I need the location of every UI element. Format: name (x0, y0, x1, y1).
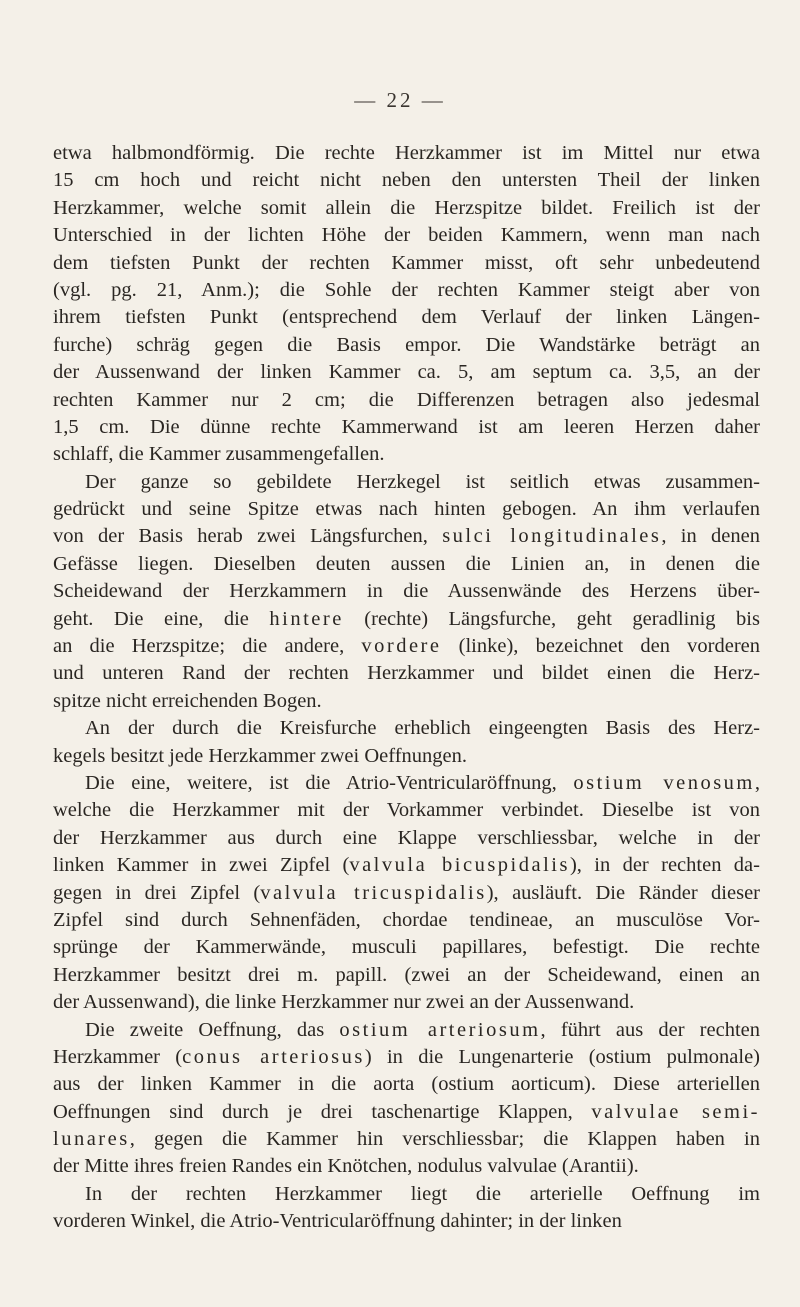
text-segment: rechten Kammer nur 2 cm; die Differenzen betragen also jedesmal (53, 388, 760, 411)
text-segment: (vgl. pg. 21, Anm.); die Sohle der rechten Kammer steigt aber von (53, 278, 760, 301)
emphasized-term: hintere (269, 607, 344, 630)
text-segment: Herzkammer besitzt drei m. papill. (zwei an der Scheidewand, einen an (53, 963, 760, 986)
text-segment: Zipfel sind durch Sehnenfäden, chordae tendineae, an musculöse Vor- (53, 908, 760, 931)
text-segment: gegen in drei Zipfel ( (53, 881, 261, 904)
text-line (53, 962, 760, 989)
text-segment: In der rechten Herzkammer liegt die arterielle Oeffnung im (85, 1182, 760, 1205)
text-line (53, 660, 760, 687)
text-line (53, 606, 760, 633)
text-segment: an die Herzspitze; die andere, (53, 635, 362, 658)
text-line (53, 797, 760, 824)
text-segment: ), ausläuft. Die Ränder dieser (486, 881, 761, 904)
text-line (53, 551, 760, 578)
text-segment: der Aussenwand der linken Kammer ca. 5, am septum ca. 3,5, an der (53, 361, 760, 384)
text-segment: dem tiefsten Punkt der rechten Kammer misst, oft sehr unbedeutend (53, 251, 760, 274)
text-segment: spitze nicht erreichenden Bogen. (53, 689, 322, 712)
text-line (53, 743, 760, 770)
text-line (53, 934, 760, 961)
text-line (53, 1099, 760, 1126)
text-segment: , führt aus der rechten (540, 1018, 761, 1041)
text-line (53, 167, 760, 194)
emphasized-term: conus arteriosus (182, 1045, 365, 1068)
text-segment: ), in der rechten da- (569, 854, 760, 877)
text-line (53, 387, 760, 414)
text-segment: furche) schräg gegen die Basis empor. Die Wandstärke beträgt an (53, 333, 760, 356)
text-line (53, 715, 760, 742)
text-line (53, 332, 760, 359)
text-segment: Die eine, weitere, ist die Atrio-Ventricularöffnung, (85, 771, 574, 794)
text-segment: ) in die Lungenarterie (ostium pulmonale) (364, 1045, 760, 1068)
text-segment: welche die Herzkammer mit der Vorkammer verbindet. Dieselbe ist von (53, 799, 760, 822)
text-segment: gedrückt und seine Spitze etwas nach hinten gebogen. An ihm verlaufen (53, 498, 760, 521)
text-line (53, 140, 760, 167)
text-line (53, 496, 760, 523)
text-line (53, 304, 760, 331)
text-segment: 1,5 cm. Die dünne rechte Kammerwand ist am leeren Herzen daher (53, 415, 760, 438)
text-line (53, 852, 760, 879)
text-line (53, 688, 760, 715)
page-number: — 22 — (354, 88, 446, 112)
text-segment: Oeffnungen sind durch je drei taschenartige Klappen, (53, 1100, 592, 1123)
text-line (53, 1044, 760, 1071)
text-segment: und unteren Rand der rechten Herzkammer und bildet einen die Herz- (53, 662, 760, 685)
text-segment: schlaff, die Kammer zusammengefallen. (53, 443, 385, 466)
emphasized-term: valvula bicuspidalis (349, 854, 570, 877)
text-segment: aus der linken Kammer in die aorta (ostium aorticum). Diese arteriellen (53, 1073, 760, 1096)
emphasized-term: valvula tricuspidalis (260, 881, 487, 904)
text-line (53, 1208, 760, 1235)
text-segment: etwa halbmondförmig. Die rechte Herzkammer ist im Mittel nur etwa (53, 142, 760, 164)
text-line (53, 825, 760, 852)
text-segment: der Herzkammer aus durch eine Klappe verschliessbar, welche in der (53, 826, 760, 849)
text-line (53, 880, 760, 907)
text-line (53, 441, 760, 468)
text-line (53, 1126, 760, 1153)
emphasized-term: vordere (361, 635, 442, 658)
text-segment: Herzkammer ( (53, 1045, 183, 1068)
text-segment: (rechte) Längsfurche, geht geradlinig bis (343, 607, 760, 630)
text-line (53, 250, 760, 277)
text-segment: Der ganze so gebildete Herzkegel ist seitlich etwas zusammen- (85, 470, 760, 493)
text-line (53, 633, 760, 660)
text-segment: 15 cm hoch und reicht nicht neben den untersten Theil der linken (53, 169, 760, 192)
emphasized-term: ostium arteriosum (339, 1018, 541, 1041)
text-line (53, 1181, 760, 1208)
text-line (53, 469, 760, 496)
text-line (53, 1017, 760, 1044)
text-line (53, 277, 760, 304)
text-line (53, 414, 760, 441)
text-segment: der Aussenwand), die linke Herzkammer nur zwei an der Aussenwand. (53, 991, 635, 1014)
text-segment: Herzkammer, welche somit allein die Herzspitze bildet. Freilich ist der (53, 196, 760, 219)
text-segment: Die zweite Oeffnung, das (85, 1018, 340, 1041)
emphasized-term: lunares (53, 1128, 130, 1151)
text-segment: der Mitte ihres freien Randes ein Knötchen, nodulus valvulae (Arantii). (53, 1155, 639, 1178)
text-line (53, 195, 760, 222)
text-segment: (linke), bezeichnet den vorderen (441, 635, 761, 658)
text-segment: vorderen Winkel, die Atrio-Ventricularöffnung dahinter; in der linken (53, 1210, 622, 1233)
text-line (53, 359, 760, 386)
text-line (53, 770, 760, 797)
text-segment: linken Kammer in zwei Zipfel ( (53, 854, 350, 877)
text-segment: Unterschied in der lichten Höhe der beiden Kammern, wenn man nach (53, 224, 760, 247)
text-segment: , in denen (661, 525, 760, 548)
text-segment: geht. Die eine, die (53, 607, 270, 630)
text-segment: , gegen die Kammer hin verschliessbar; die Klappen haben in (129, 1128, 760, 1151)
text-line (53, 1071, 760, 1098)
text-segment: kegels besitzt jede Herzkammer zwei Oeffnungen. (53, 744, 468, 767)
text-segment: sprünge der Kammerwände, musculi papillares, befestigt. Die rechte (53, 936, 760, 959)
text-line (53, 523, 760, 550)
emphasized-term: valvulae semi- (591, 1100, 760, 1123)
text-segment: Scheidewand der Herzkammern in die Aussenwände des Herzens über- (53, 580, 760, 603)
text-segment: An der durch die Kreisfurche erheblich eingeengten Basis des Herz- (85, 717, 760, 740)
text-line (53, 222, 760, 249)
text-segment: Gefässe liegen. Dieselben deuten aussen die Linien an, in denen die (53, 552, 760, 575)
body-text (53, 140, 760, 1236)
emphasized-term: ostium venosum (573, 771, 755, 794)
text-line (53, 578, 760, 605)
text-line (53, 1153, 760, 1180)
text-segment: von der Basis herab zwei Längsfurchen, (53, 525, 443, 548)
text-line (53, 989, 760, 1016)
text-line (53, 907, 760, 934)
emphasized-term: sulci longitudinales (442, 525, 662, 548)
text-segment: , (754, 771, 760, 794)
text-segment: ihrem tiefsten Punkt (entsprechend dem Verlauf der linken Längen- (53, 306, 760, 329)
